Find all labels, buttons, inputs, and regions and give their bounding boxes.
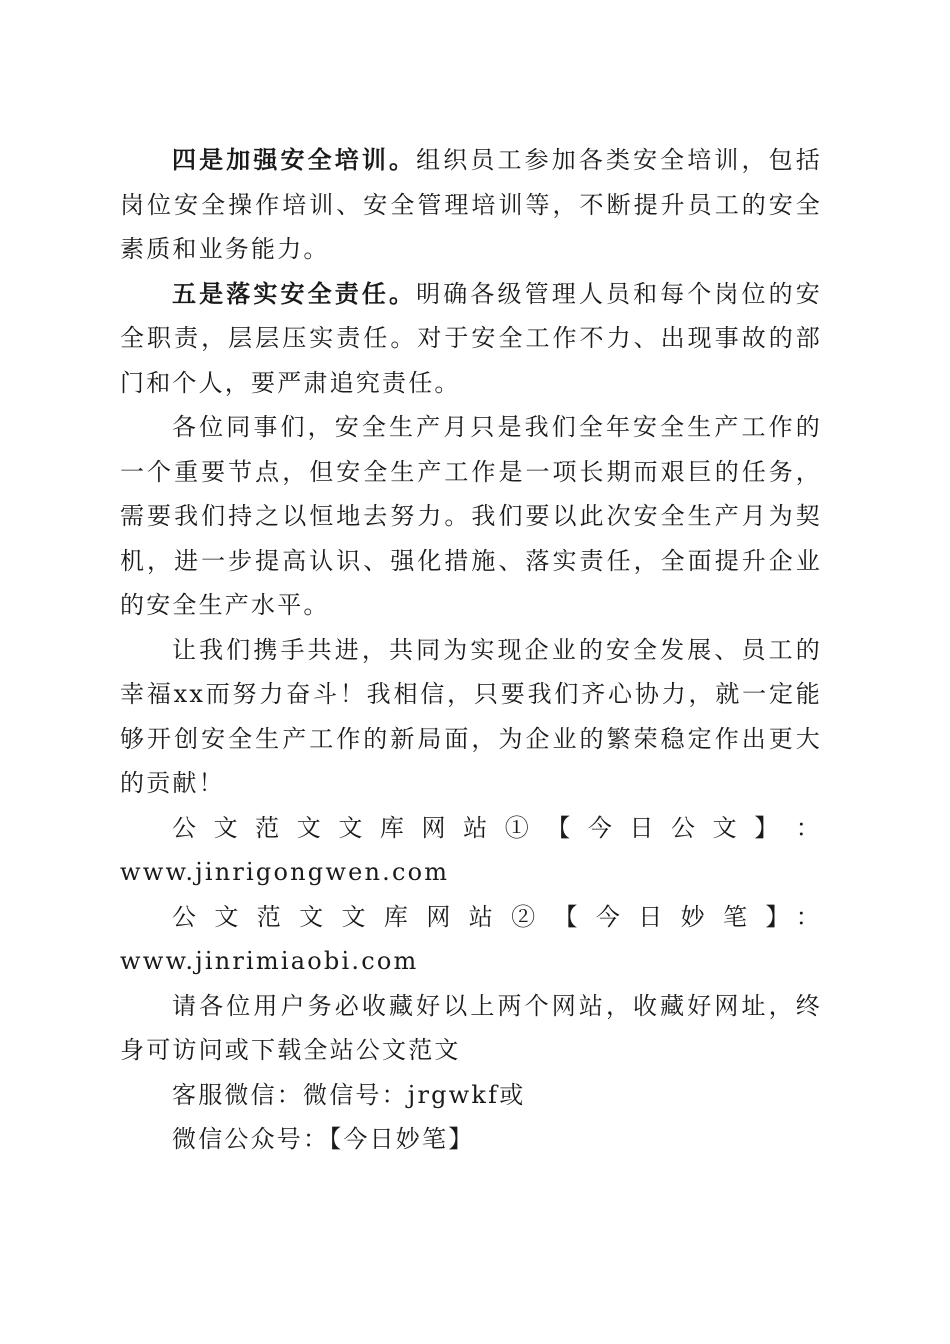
footer-site1-url[interactable]: www.jinrigongwen.com — [120, 858, 450, 886]
paragraph-training — [120, 138, 822, 272]
footer-site1-label: 公 文 范 文 文 库 网 站 ① 【 今 日 公 文 】 ： — [172, 813, 822, 842]
paragraph-responsibility-lead: 五是落实安全责任。 — [172, 278, 417, 308]
footer-public-account: 微信公众号：【今日妙笔】 — [172, 1125, 475, 1153]
document-body — [120, 138, 822, 1162]
paragraph-closing: 让我们携手共进，共同为实现企业的安全发展、员工的幸福xx而努力奋斗！我相信，只要我们齐心协力，就一定能够开创安全生产工作的新局面，为企业的繁荣稳定作出更大的贡献！ — [120, 635, 822, 797]
paragraph-training-body: 组织员工参加各类安全培训，包括岗位安全操作培训、安全管理培训等，不断提升员工的安全素质和业务能力。 — [120, 146, 822, 263]
paragraph-responsibility-body: 明确各级管理人员和每个岗位的安全职责，层层压实责任。对于安全工作不力、出现事故的部门和个人，要严肃追究责任。 — [120, 279, 822, 397]
paragraph-responsibility — [120, 272, 822, 406]
paragraph-colleagues: 各位同事们，安全生产月只是我们全年安全生产工作的一个重要节点，但安全生产工作是一项长期而艰巨的任务，需要我们持之以恒地去努力。我们要以此次安全生产月为契机，进一步提高认识、强化措施、落实责任，全面提升企业的安全生产水平。 — [120, 413, 822, 619]
footer-site2[interactable]: 公文范文文库网站②【今日妙笔】：www.jinrimiaobi.com — [120, 902, 822, 975]
paragraph-training-lead: 四是加强安全培训。 — [172, 145, 417, 174]
footer-notice: 请各位用户务必收藏好以上两个网站，收藏好网址，终身可访问或下载全站公文范文 — [120, 991, 822, 1064]
footer-wechat: 客服微信：微信号：jrgwkf或 — [172, 1080, 526, 1109]
